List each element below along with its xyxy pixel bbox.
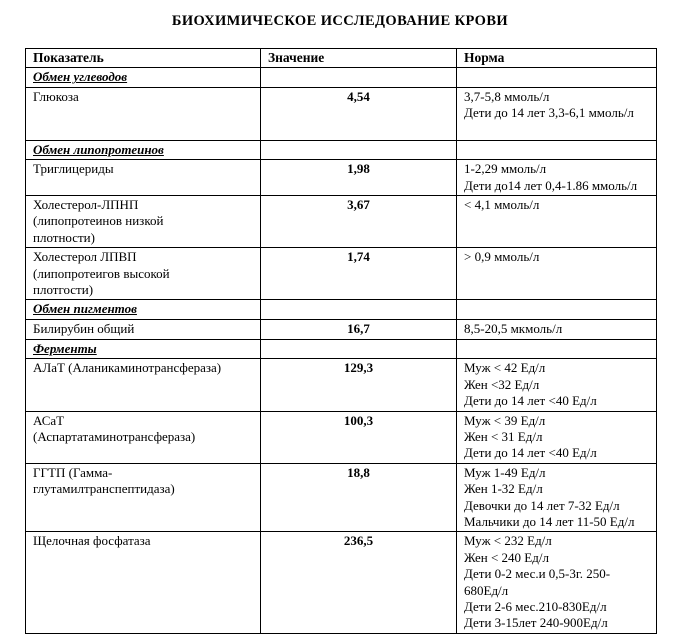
value-cell: 129,3 [261, 359, 457, 411]
value-cell: 100,3 [261, 411, 457, 463]
empty-cell [261, 68, 457, 87]
empty-cell [457, 68, 657, 87]
indicator-cell: АСаТ (Аспартатаминотрансфераза) [26, 411, 261, 463]
norm-cell: Муж < 42 Ед/л Жен <32 Ед/л Дети до 14 лет <40 Ед/л [457, 359, 657, 411]
column-header-norm: Норма [457, 49, 657, 68]
value-cell: 18,8 [261, 463, 457, 532]
row-ldl-cholesterol [26, 196, 657, 248]
empty-cell [457, 339, 657, 358]
empty-cell [261, 140, 457, 159]
column-header-indicator: Показатель [26, 49, 261, 68]
section-label: Обмен углеводов [33, 69, 128, 85]
table-header-row [26, 49, 657, 68]
section-label-cell [26, 68, 261, 87]
norm-cell: 3,7-5,8 ммоль/л Дети до 14 лет 3,3-6,1 ммоль/л [457, 87, 657, 140]
empty-cell [457, 300, 657, 320]
norm-cell: < 4,1 ммоль/л [457, 196, 657, 248]
section-label: Обмен липопротеинов [33, 141, 164, 157]
column-header-value: Значение [261, 49, 457, 68]
row-total-bilirubin [26, 320, 657, 339]
indicator-cell: Триглицериды [26, 160, 261, 196]
indicator-cell: Холестерол ЛПВП (липопротеигов высокой плотгости) [26, 248, 261, 300]
row-alkaline-phosphatase [26, 532, 657, 634]
section-label-cell [26, 140, 261, 159]
indicator-cell: Холестерол-ЛПНП (липопротеинов низкой плотности) [26, 196, 261, 248]
norm-cell: 1-2,29 ммоль/л Дети до14 лет 0,4-1.86 ммоль/л [457, 160, 657, 196]
row-hdl-cholesterol [26, 248, 657, 300]
row-alat [26, 359, 657, 411]
norm-cell: Муж 1-49 Ед/л Жен 1-32 Ед/л Девочки до 14 лет 7-32 Ед/л Мальчики до 14 лет 11-50 Ед/л [457, 463, 657, 532]
value-cell: 3,67 [261, 196, 457, 248]
indicator-cell: АЛаТ (Аланикаминотрансфераза) [26, 359, 261, 411]
section-label-cell [26, 300, 261, 320]
section-label: Ферменты [33, 340, 97, 356]
value-cell: 1,74 [261, 248, 457, 300]
value-cell: 4,54 [261, 87, 457, 140]
row-triglycerides [26, 160, 657, 196]
indicator-cell: ГГТП (Гамма- глутамилтранспептидаза) [26, 463, 261, 532]
norm-cell: Муж < 39 Ед/л Жен < 31 Ед/л Дети до 14 лет <40 Ед/л [457, 411, 657, 463]
section-row-enzymes [26, 339, 657, 358]
section-label: Обмен пигментов [33, 301, 137, 317]
indicator-cell: Билирубин общий [26, 320, 261, 339]
empty-cell [261, 300, 457, 320]
empty-cell [457, 140, 657, 159]
section-row-pigment-metabolism [26, 300, 657, 320]
page-title: БИОХИМИЧЕСКОЕ ИССЛЕДОВАНИЕ КРОВИ [171, 13, 509, 29]
value-cell: 16,7 [261, 320, 457, 339]
value-cell: 1,98 [261, 160, 457, 196]
indicator-cell: Глюкоза [26, 87, 261, 140]
norm-cell: > 0,9 ммоль/л [457, 248, 657, 300]
row-ggtp [26, 463, 657, 532]
row-glucose [26, 87, 657, 140]
section-row-carbohydrate-metabolism [26, 68, 657, 87]
norm-cell: Муж < 232 Ед/л Жен < 240 Ед/л Дети 0-2 мес.и 0,5-3г. 250- 680Ед/л Дети 2-6 мес.210-830Ед/л Дети 3-15лет 240-900Ед/л [457, 532, 657, 634]
section-row-lipoprotein-metabolism [26, 140, 657, 159]
empty-cell [261, 339, 457, 358]
section-label-cell [26, 339, 261, 358]
results-table [25, 48, 657, 634]
value-cell: 236,5 [261, 532, 457, 634]
indicator-cell: Щелочная фосфатаза [26, 532, 261, 634]
row-asat [26, 411, 657, 463]
norm-cell: 8,5-20,5 мкмоль/л [457, 320, 657, 339]
